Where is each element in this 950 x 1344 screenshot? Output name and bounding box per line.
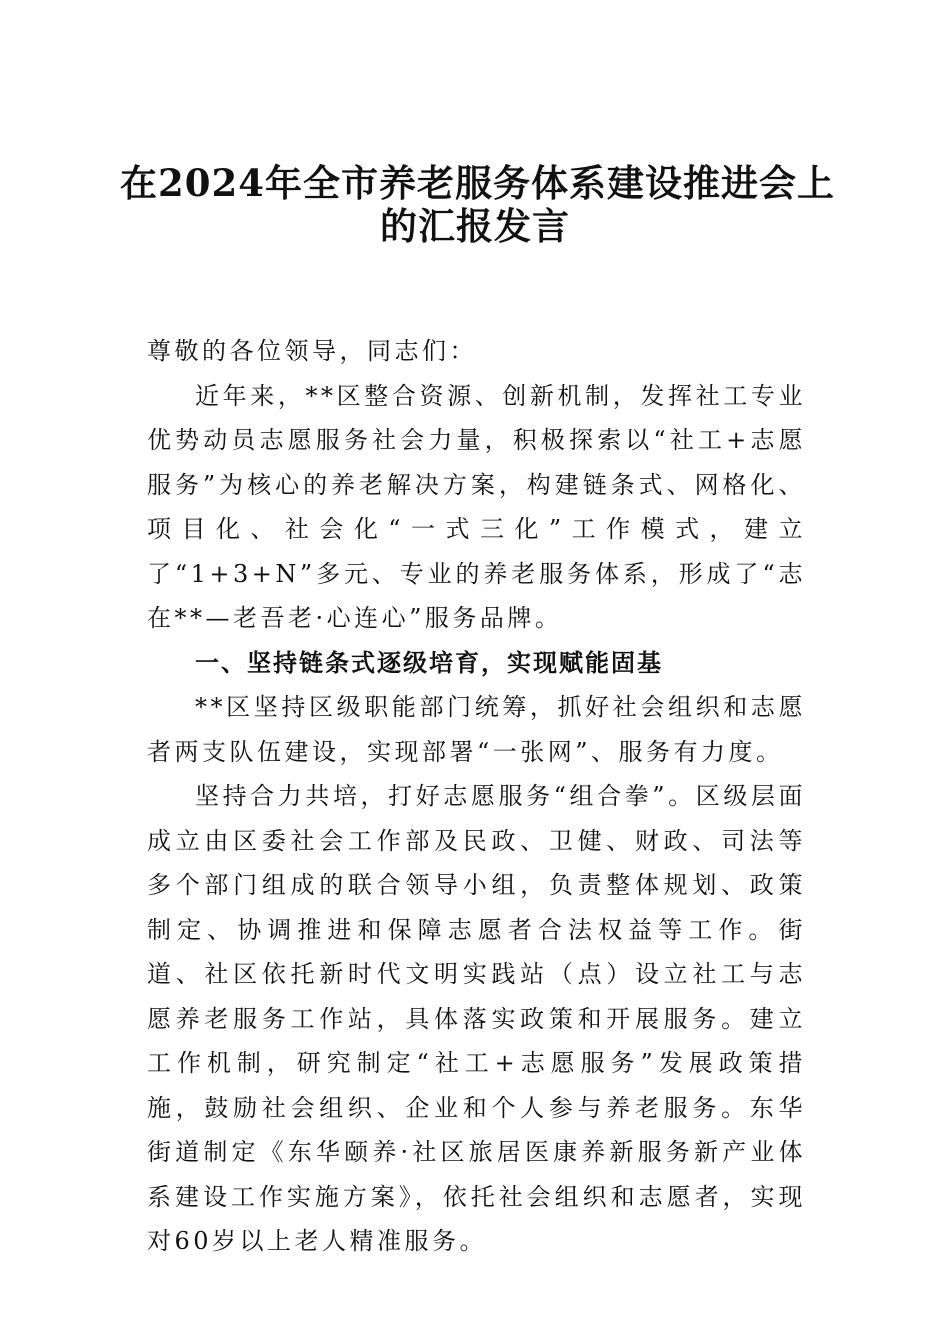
paragraph-intro: 近年来，**区整合资源、创新机制，发挥社工专业优势动员志愿服务社会力量，积极探索以“社工+志愿服务”为核心的养老解决方案，构建链条式、网格化、项目化、社会化“一式三化”工作模式，建立了“1+3+N”多元、专业的养老服务体系，形成了“志在**—老吾老·心连心”服务品牌。 <box>147 381 806 632</box>
paragraph-section-1-detail: 坚持合力共培，打好志愿服务“组合拳”。区级层面成立由区委社会工作部及民政、卫健、财政、司法等多个部门组成的联合领导小组，负责整体规划、政策制定、协调推进和保障志愿者合法权益等工作。街道、社区依托新时代文明实践站（点）设立社工与志愿养老服务工作站，具体落实政策和开展服务。建立工作机制，研究制定“社工+志愿服务”发展政策措施，鼓励社会组织、企业和个人参与养老服务。东华街道制定《东华颐养·社区旅居医康养新服务新产业体系建设工作实施方案》，依托社会组织和志愿者，实现对60岁以上老人精准服务。 <box>147 782 806 1255</box>
document-title-line-2: 的汇报发言 <box>380 204 570 248</box>
document-title-line-1: 在2024年全市养老服务体系建设推进会上 <box>120 161 835 205</box>
section-heading-1: 一、坚持链条式逐级培育，实现赋能固基 <box>195 648 663 677</box>
paragraph-section-1-summary: **区坚持区级职能部门统筹，抓好社会组织和志愿者两支队伍建设，实现部署“一张网”、服务有力度。 <box>147 693 806 766</box>
salutation: 尊敬的各位领导，同志们： <box>147 337 477 365</box>
document-body <box>147 329 806 1264</box>
